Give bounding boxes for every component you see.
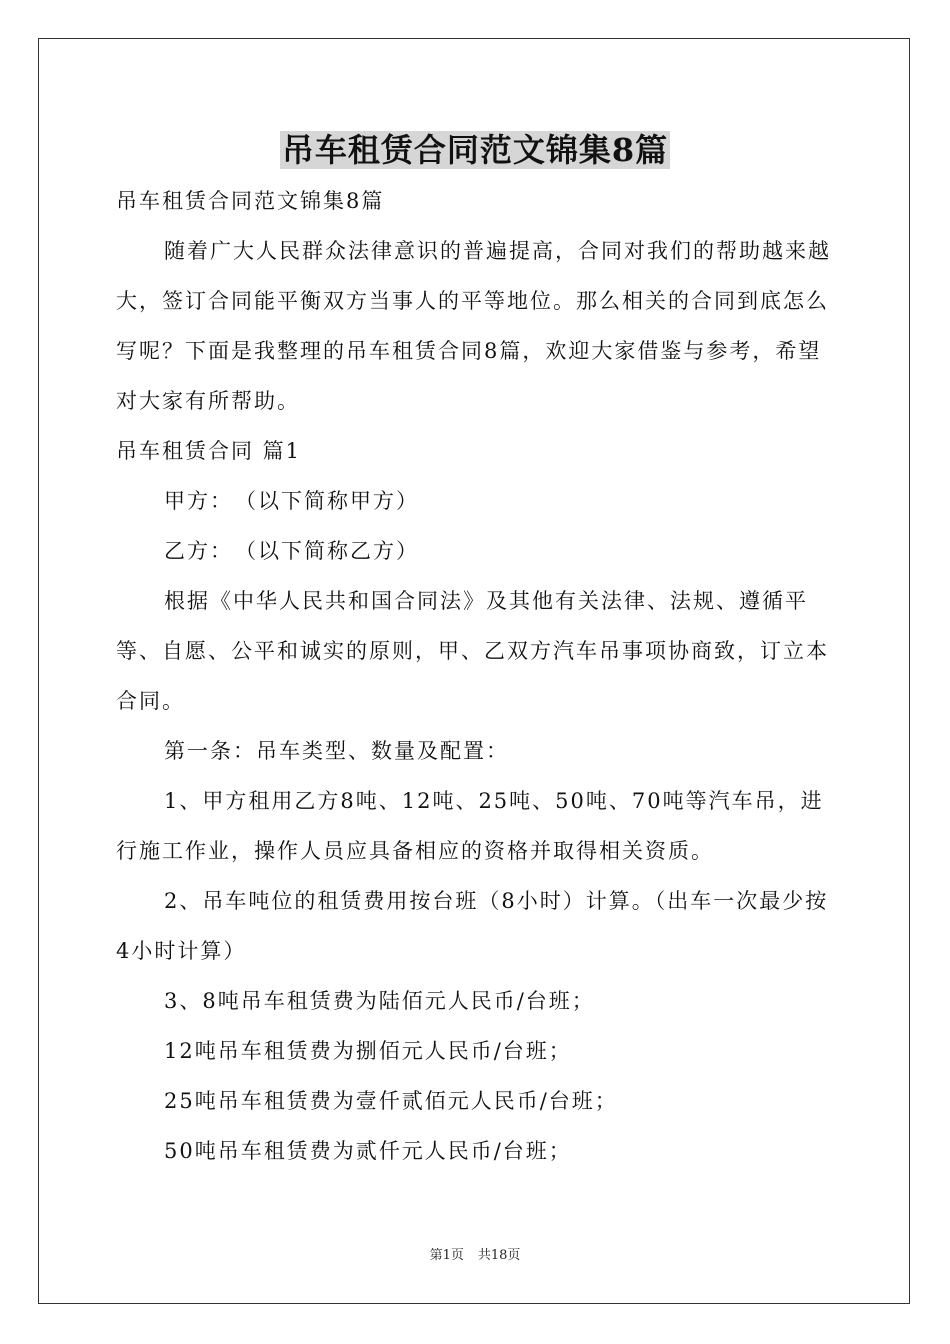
paragraph: 甲方： （以下简称甲方） — [164, 489, 419, 513]
paragraph: 第一条：吊车类型、数量及配置： — [164, 739, 509, 763]
paragraph: 根据《中华人民共和国合同法》及其他有关法律、法规、遵循平等、自愿、公平和诚实的原则，甲、乙双方汽车吊事项协商致，订立本合同。 — [116, 589, 829, 713]
page-total: 共18页 — [477, 1248, 521, 1263]
paragraph: 3、8吨吊车租赁费为陆佰元人民币/台班； — [164, 989, 595, 1013]
paragraph: 50吨吊车租赁费为贰仟元人民币/台班； — [164, 1139, 572, 1163]
paragraph: 乙方： （以下简称乙方） — [164, 539, 419, 563]
paragraph: 12吨吊车租赁费为捌佰元人民币/台班； — [164, 1039, 572, 1063]
document-body — [116, 176, 836, 1176]
document-title — [0, 128, 950, 172]
paragraph: 25吨吊车租赁费为壹仟贰佰元人民币/台班； — [164, 1089, 618, 1113]
document-title-text: 吊车租赁合同范文锦集8篇 — [281, 131, 669, 169]
page-footer — [0, 1246, 950, 1266]
paragraph: 吊车租赁合同范文锦集8篇 — [116, 189, 385, 213]
page-number: 第1页 — [429, 1248, 464, 1263]
paragraph: 随着广大人民群众法律意识的普遍提高，合同对我们的帮助越来越大，签订合同能平衡双方当事人的平等地位。那么相关的合同到底怎么写呢？下面是我整理的吊车租赁合同8篇，欢迎大家借鉴与参考，希望对大家有所帮助。 — [116, 239, 831, 413]
paragraph: 1、甲方租用乙方8吨、12吨、25吨、50吨、70吨等汽车吊，进行施工作业，操作人员应具备相应的资格并取得相关资质。 — [116, 789, 824, 863]
paragraph: 吊车租赁合同 篇1 — [116, 439, 302, 463]
paragraph: 2、吊车吨位的租赁费用按台班（8小时）计算。（出车一次最少按4小时计算） — [116, 889, 829, 963]
